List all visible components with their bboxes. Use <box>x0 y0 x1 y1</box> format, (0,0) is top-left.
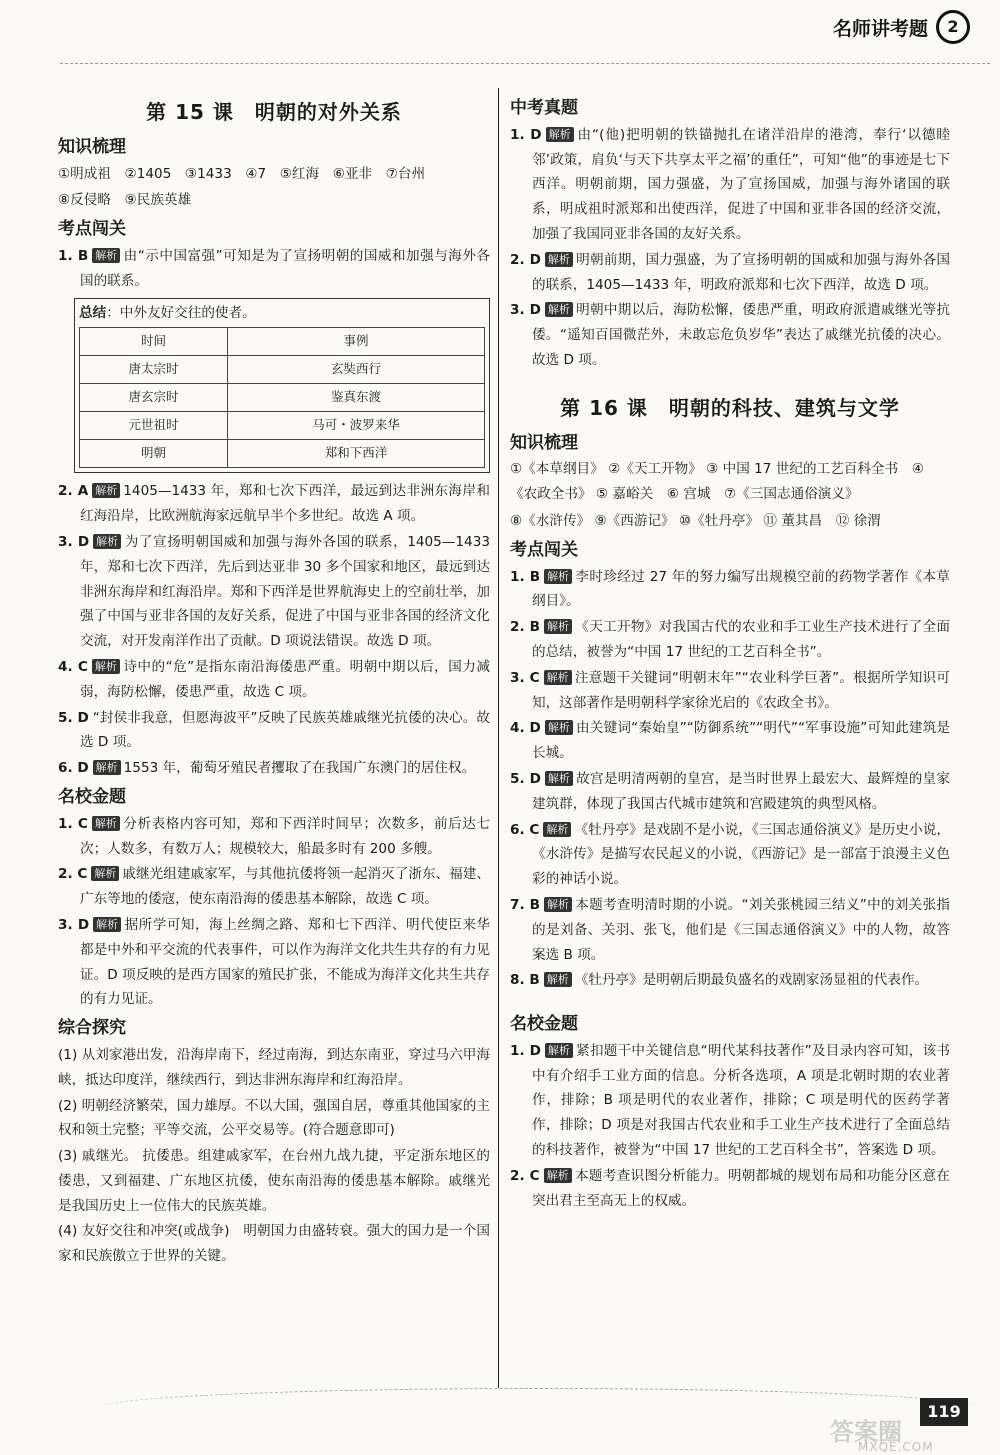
analysis-tag: 解析 <box>92 483 120 498</box>
answer-number: 1. C <box>58 815 88 832</box>
analysis-tag: 解析 <box>546 127 574 142</box>
answer-item <box>510 818 950 892</box>
analysis-tag: 解析 <box>93 917 121 932</box>
brand-title: 名师讲考题 <box>832 18 928 40</box>
table-header-row <box>80 328 485 356</box>
section-checkpoint: 考点闯关 <box>510 539 578 560</box>
summary-heading <box>79 301 485 326</box>
envoy-table <box>79 327 485 468</box>
answer-text: 《天工开物》对我国古代的农业和手工业生产技术进行了全面的总结，被誉为“中国 17 世纪的工艺百科全书”。 <box>532 619 951 660</box>
answer-text: 注意题干关键词“明朝末年”“农业科学巨著”。根据所学知识可知，这部著作是明朝科学家徐光启的《农政全书》。 <box>532 669 950 711</box>
answer-text: 明朝中期以后，海防松懈，倭患严重，明政府派遣戚继光等抗倭。“遥知百国微茫外，未敢忘危负岁华”表达了戚继光抗倭的决心。故选 D 项。 <box>532 302 951 368</box>
table-row <box>80 384 485 412</box>
answer-text: 由“(他)把明朝的铁锚抛扎在诸洋沿岸的港湾，奉行‘以德睦邻’政策，肩负‘与天下共享太平之福’的重任”，可知“他”的事迹是七下西洋。明朝前期，国力强盛，为了宣扬国威，加强与海外诸国的联系，明成祖时派郑和出使西洋，促进了中国和亚非各国的经济交流，加强了我国同亚非各国的友好关系。 <box>532 126 951 242</box>
answer-item <box>58 756 490 781</box>
table-cell: 鉴真东渡 <box>228 384 485 412</box>
summary-box <box>74 298 490 474</box>
table-header-cell: 事例 <box>228 328 485 356</box>
answer-text: 《牡丹亭》是戏剧不是小说，《三国志通俗演义》是历史小说，《水浒传》是描写农民起义的小说，《西游记》是一部富于浪漫主义色彩的神话小说。 <box>532 821 950 888</box>
analysis-tag: 解析 <box>92 248 120 263</box>
answer-number: 1. D <box>510 126 542 143</box>
table-cell: 玄奘西行 <box>228 356 485 384</box>
analysis-tag: 解析 <box>545 771 573 786</box>
answer-text: 本题考查明清时期的小说。“刘关张桃园三结义”中的刘关张指的是刘备、关羽、张飞，他们是《三国志通俗演义》中的人物，故答案选 B 项。 <box>532 896 950 963</box>
answer-item <box>510 615 950 665</box>
page-number: 119 <box>920 1398 968 1426</box>
column-divider <box>498 88 499 1388</box>
answer-number: 1. B <box>58 247 89 264</box>
answer-item <box>58 706 490 756</box>
right-column <box>510 92 950 1214</box>
answer-item <box>58 479 490 529</box>
answer-number: 1. D <box>510 1042 541 1059</box>
analysis-tag: 解析 <box>545 1043 573 1058</box>
answer-number: 2. C <box>510 1167 540 1184</box>
analysis-tag: 解析 <box>544 897 572 912</box>
answer-text: 分析表格内容可知，郑和下西洋时间早；次数多，前后达七次；人数多，有数万人；规模较大，船最多时有 200 多艘。 <box>80 815 490 857</box>
answer-item <box>510 767 950 817</box>
spacer <box>510 994 950 1008</box>
table-cell: 唐太宗时 <box>80 356 228 384</box>
page-header <box>0 0 1000 80</box>
answer-item <box>510 248 950 298</box>
section-knowledge: 知识梳理 <box>58 136 126 157</box>
section-knowledge: 知识梳理 <box>510 432 578 453</box>
answer-text: 为了宣扬明朝国威和加强与海外各国的联系，1405—1433 年，郑和七次下西洋，先后到达亚非 30 多个国家和地区，最远到达非洲东海岸和红海沿岸。郑和下西洋是世界航海史上的空前壮举，加强了中国与亚非各国的友好关系，促进了中国与亚非各国的经济文化交流，对开发南洋作出了贡献。D 项说法错误。故选 D 项。 <box>80 533 490 650</box>
brand-logo-icon: 2 <box>936 10 970 44</box>
analysis-tag: 解析 <box>543 822 571 837</box>
analysis-tag: 解析 <box>93 534 121 549</box>
section-checkpoint: 考点闯关 <box>58 219 126 240</box>
table-cell: 郑和下西洋 <box>228 440 485 468</box>
answer-text: 1553 年，葡萄牙殖民者攫取了在我国广东澳门的居住权。 <box>123 760 476 777</box>
answer-text: 《牡丹亭》是明朝后期最负盛名的戏剧家汤显祖的代表作。 <box>574 972 929 989</box>
table-cell: 马可・波罗来华 <box>228 412 485 440</box>
analysis-tag: 解析 <box>544 670 572 685</box>
header-divider <box>60 63 990 64</box>
answer-number: 4. C <box>58 658 88 675</box>
table-row <box>80 440 485 468</box>
answer-number: 6. D <box>58 760 89 777</box>
analysis-tag: 解析 <box>545 302 573 317</box>
knowledge-line: ①《本草纲目》 ②《天工开物》 ③ 中国 17 世纪的工艺百科全书 ④《农政全书》 ⑤ 嘉峪关 ⑥ 宫城 ⑦《三国志通俗演义》 <box>510 461 924 503</box>
left-column <box>58 92 490 1270</box>
answer-item <box>58 244 490 294</box>
summary-label: 总结 <box>79 304 107 321</box>
answer-text: 李时珍经过 27 年的努力编写出规模空前的药物学著作《本草纲目》。 <box>532 568 950 610</box>
answer-item <box>510 666 950 716</box>
answer-text: 由关键词“秦始皇”“防御系统”“明代”“军事设施”可知此建筑是长城。 <box>532 720 950 762</box>
analysis-tag: 解析 <box>92 816 120 831</box>
answer-text: 据所学可知，海上丝绸之路、郑和七下西洋、明代使臣来华都是中外和平交流的代表事件，可以作为海洋文化共生共存的有力见证。D 项反映的是西方国家的殖民扩张，不能成为海洋文化共生共存的有力见证。 <box>80 916 491 1008</box>
answer-text: “封侯非我意，但愿海波平”反映了民族英雄戚继光抗倭的决心。故选 D 项。 <box>80 709 490 751</box>
explore-answer: (2) 明朝经济繁荣，国力雄厚。不以大国，强国自居，尊重其他国家的主权和领土完整；平等交流，公平交易等。(符合题意即可) <box>58 1097 490 1139</box>
table-cell: 唐玄宗时 <box>80 384 228 412</box>
analysis-tag: 解析 <box>545 252 573 267</box>
explore-answer: (3) 戚继光。 抗倭患。组建戚家军，在台州九战九捷，平定浙东地区的倭患，又到福建、广东地区抗倭，使东南沿海的倭患基本解除。戚继光是我国历史上一位伟大的民族英雄。 <box>58 1148 490 1214</box>
summary-text: ：中外友好交往的使者。 <box>106 304 256 321</box>
analysis-tag: 解析 <box>544 972 572 987</box>
answer-number: 5. D <box>58 709 89 726</box>
answer-number: 7. B <box>510 896 540 913</box>
answer-text: 戚继光组建戚家军，与其他抗倭将领一起消灭了浙东、福建、广东等地的倭寇，使东南沿海的倭患基本解除，故选 C 项。 <box>80 866 490 908</box>
analysis-tag: 解析 <box>545 720 573 735</box>
answer-number: 2. A <box>58 483 89 500</box>
answer-item <box>510 565 950 615</box>
answer-text: 本题考查识图分析能力。明朝都城的规划布局和功能分区意在突出君主至高无上的权威。 <box>532 1167 950 1209</box>
answer-item <box>510 1039 950 1163</box>
analysis-tag: 解析 <box>91 866 119 881</box>
answer-item <box>510 716 950 766</box>
analysis-tag: 解析 <box>544 569 572 584</box>
answer-number: 8. B <box>510 972 540 989</box>
watermark-logo: 答案圈 <box>830 1418 902 1446</box>
answer-item <box>58 655 490 705</box>
answer-item <box>510 1164 950 1214</box>
answer-item <box>58 862 490 912</box>
knowledge-line: ⑧《水浒传》 ⑨《西游记》 ⑩《牡丹亭》 ⑪ 董其昌 ⑫ 徐渭 <box>510 512 881 529</box>
table-header-cell: 时间 <box>80 328 228 356</box>
answer-text: 紧扣题干中关键信息“明代某科技著作”及目录内容可知，该书中有介绍手工业方面的信息。分析各选项，A 项是北朝时期的农业著作，排除；B 项是明代的农业著作，排除；C 项是明代的医药学著作，排除；D 项是对我国古代农业和手工业生产技术进行了全面总结的科技著作，被誉为“中国 17 世纪的工艺百科全书”，答案选 D 项。 <box>532 1042 950 1159</box>
knowledge-line: ①明成祖 ②1405 ③1433 ④7 ⑤红海 ⑥亚非 ⑦台州 <box>58 165 426 182</box>
knowledge-line: ⑧反侵略 ⑨民族英雄 <box>58 192 192 209</box>
answer-number: 4. D <box>510 720 541 737</box>
analysis-tag: 解析 <box>544 619 572 634</box>
table-row <box>80 356 485 384</box>
answer-item <box>510 893 950 967</box>
explore-answer: (1) 从刘家港出发，沿海岸南下，经过南海，到达东南亚，穿过马六甲海峡，抵达印度洋，继续西行，到达非洲东海岸和红海沿岸。 <box>58 1046 490 1088</box>
answer-number: 5. D <box>510 770 541 787</box>
answer-number: 3. D <box>58 533 90 550</box>
answer-item <box>58 530 490 654</box>
answer-number: 3. C <box>510 669 540 686</box>
answer-number: 2. B <box>510 619 541 636</box>
answer-item <box>58 812 490 862</box>
answer-item <box>58 913 490 1012</box>
explore-answer: (4) 友好交往和冲突(或战争) 明朝国力由盛转衰。强大的国力是一个国家和民族傲立于世界的关键。 <box>58 1223 490 1265</box>
answer-number: 3. D <box>58 916 90 933</box>
lesson-16-title: 第 16 课 明朝的科技、建筑与文学 <box>560 395 900 420</box>
analysis-tag: 解析 <box>544 1168 572 1183</box>
answer-text: 由“示中国富强”可知是为了宣扬明朝的国威和加强与海外各国的联系。 <box>80 247 490 289</box>
answer-text: 故宫是明清两朝的皇宫，是当时世界上最宏大、最辉煌的皇家建筑群，体现了我国古代城市建筑和宫殿建筑的典型风格。 <box>532 770 951 812</box>
analysis-tag: 解析 <box>93 760 121 775</box>
answer-item <box>510 968 950 993</box>
table-cell: 元世祖时 <box>80 412 228 440</box>
analysis-tag: 解析 <box>92 659 120 674</box>
spacer <box>510 374 950 388</box>
answer-text: 明朝前期，国力强盛，为了宣扬明朝的国威和加强与海外各国的联系，1405—1433 年，明政府派郑和七次下西洋，故选 D 项。 <box>532 251 951 293</box>
section-famous-school: 名校金题 <box>58 786 126 807</box>
answer-number: 1. B <box>510 568 541 585</box>
answer-text: 1405—1433 年，郑和七次下西洋，最远到达非洲东海岸和红海沿岸，比欧洲航海家远航早半个多世纪。故选 A 项。 <box>80 483 490 525</box>
answer-number: 2. D <box>510 251 541 268</box>
answer-item <box>510 298 950 372</box>
section-exam-real: 中考真题 <box>510 98 578 118</box>
watermark-url: MXQE.COM <box>858 1440 934 1454</box>
answer-item <box>510 123 950 247</box>
section-comprehensive: 综合探究 <box>58 1018 126 1039</box>
lesson-15-title: 第 15 课 明朝的对外关系 <box>146 100 402 124</box>
table-cell: 明朝 <box>80 440 228 468</box>
answer-text: 诗中的“危”是指东南沿海倭患严重。明朝中期以后，国力减弱，海防松懈，倭患严重，故选 C 项。 <box>80 658 490 700</box>
section-famous-school: 名校金题 <box>510 1014 578 1035</box>
table-row <box>80 412 485 440</box>
answer-number: 6. C <box>510 821 540 838</box>
answer-number: 3. D <box>510 302 541 319</box>
answer-number: 2. C <box>58 866 88 883</box>
